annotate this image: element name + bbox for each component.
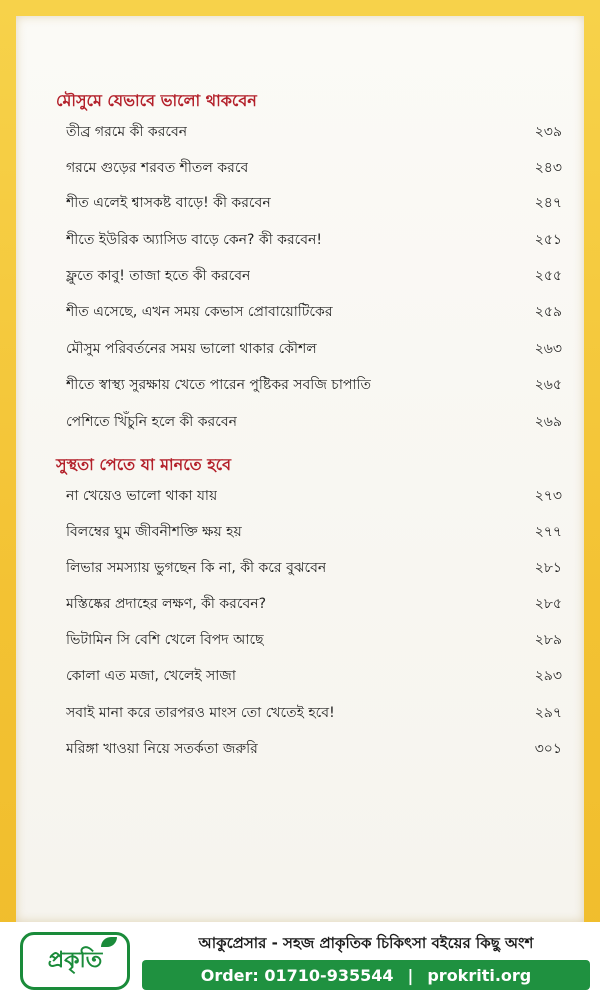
toc-row[interactable] <box>66 593 562 615</box>
toc-item-page: ২৭৩ <box>534 488 562 504</box>
toc-row[interactable] <box>66 411 562 433</box>
toc-row[interactable] <box>66 192 562 214</box>
toc-row[interactable] <box>66 157 562 179</box>
toc-item-title: মরিঙ্গা খাওয়া নিয়ে সতর্কতা জরুরি <box>66 741 258 757</box>
toc-row[interactable] <box>66 738 562 760</box>
toc-item-page: ৩০১ <box>534 741 562 757</box>
toc-item-title: পেশিতে খিঁচুনি হলে কী করবেন <box>66 414 237 430</box>
toc-item-title: কোলা এত মজা, খেলেই সাজা <box>66 668 236 684</box>
brand-logo[interactable] <box>20 932 130 990</box>
toc-item-title: মস্তিষ্কের প্রদাহের লক্ষণ, কী করবেন? <box>66 596 267 612</box>
toc-item-title: শীত এসেছে, এখন সময় কেভাস প্রোবায়োটিকের <box>66 304 333 320</box>
website-link[interactable]: prokriti.org <box>427 965 532 985</box>
toc-row[interactable] <box>66 629 562 651</box>
toc-item-title: বিলম্বের ঘুম জীবনীশক্তি ক্ষয় হয় <box>66 524 242 540</box>
toc-item-page: ২৩৯ <box>534 124 562 140</box>
section-title: মৌসুমে যেভাবে ভালো থাকবেন <box>56 91 257 110</box>
toc-item-page: ২৫৫ <box>534 268 562 284</box>
toc-item-title: শীতে ইউরিক অ্যাসিড বাড়ে কেন? কী করবেন! <box>66 232 323 248</box>
toc-item-title: তীব্র গরমে কী করবেন <box>66 124 188 140</box>
separator: | <box>407 965 414 985</box>
toc-item-title: মৌসুম পরিবর্তনের সময় ভালো থাকার কৌশল <box>66 341 317 357</box>
order-bar <box>142 960 590 990</box>
toc-item-page: ২৬৩ <box>534 341 562 357</box>
toc-row[interactable] <box>66 485 562 507</box>
toc-item-page: ২৪৩ <box>534 160 562 176</box>
toc-item-page: ২৫৯ <box>534 304 562 320</box>
toc-row[interactable] <box>66 521 562 543</box>
toc-item-page: ২৪৭ <box>534 195 562 211</box>
toc-row[interactable] <box>66 301 562 323</box>
toc-item-page: ২৮১ <box>534 560 562 576</box>
toc-item-title: না খেয়েও ভালো থাকা যায় <box>66 488 218 504</box>
leaf-icon <box>101 937 117 947</box>
toc-row[interactable] <box>66 265 562 287</box>
toc-item-title: শীতে স্বাস্থ্য সুরক্ষায় খেতে পারেন পুষ্টিকর সবজি চাপাতি <box>66 377 371 393</box>
toc-row[interactable] <box>66 665 562 687</box>
toc-row[interactable] <box>66 702 562 724</box>
book-page <box>16 16 584 922</box>
toc-item-page: ২৬৯ <box>534 414 562 430</box>
toc-item-page: ২৫১ <box>534 232 562 248</box>
logo-text: প্রকৃতি <box>47 946 103 973</box>
toc-item-page: ২৮৯ <box>534 632 562 648</box>
toc-item-title: ভিটামিন সি বেশি খেলে বিপদ আছে <box>66 632 264 648</box>
toc-row[interactable] <box>66 374 562 396</box>
toc-item-title: গরমে গুড়ের শরবত শীতল করবে <box>66 160 249 176</box>
toc-item-title: সবাই মানা করে তারপরও মাংস তো খেতেই হবে! <box>66 705 335 721</box>
order-phone[interactable]: Order: 01710-935544 <box>200 965 394 985</box>
toc-item-title: লিভার সমস্যায় ভুগছেন কি না, কী করে বুঝবেন <box>66 560 327 576</box>
toc-row[interactable] <box>66 229 562 251</box>
toc-item-title: ফ্লুতে কাবু! তাজা হতে কী করবেন <box>66 268 251 284</box>
toc-item-title: শীত এলেই শ্বাসকষ্ট বাড়ে! কী করবেন <box>66 195 271 211</box>
book-caption: আকুপ্রেসার - সহজ প্রাকৃতিক চিকিৎসা বইয়ের কিছু অংশ <box>198 934 534 952</box>
promo-footer <box>0 922 600 1000</box>
section-title: সুস্থতা পেতে যা মানতে হবে <box>56 455 231 474</box>
toc-row[interactable] <box>66 557 562 579</box>
toc-item-page: ২৮৫ <box>534 596 562 612</box>
toc-item-page: ২৯৭ <box>534 705 562 721</box>
toc-item-page: ২৯৩ <box>534 668 562 684</box>
toc-row[interactable] <box>66 338 562 360</box>
toc-item-page: ২৭৭ <box>534 524 562 540</box>
toc-item-page: ২৬৫ <box>534 377 562 393</box>
toc-row[interactable] <box>66 121 562 143</box>
